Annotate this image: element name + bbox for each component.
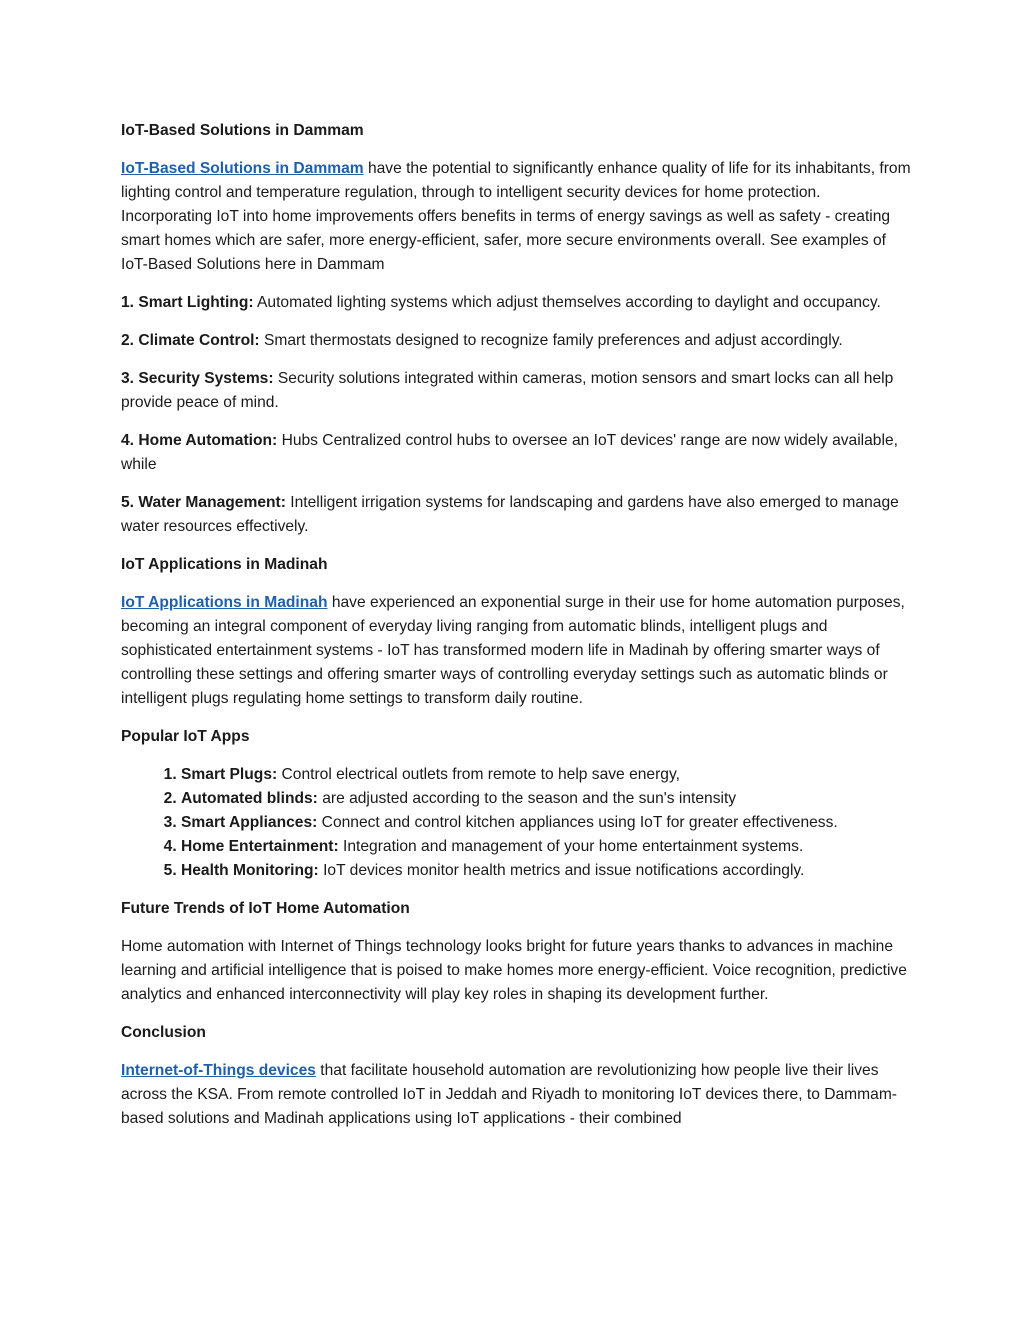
dammam-intro-text: have the potential to significantly enhance quality of life for its inhabitants, from lighting control and temperature regulation, through to intelligent security devices for home protection. Incorporating IoT into home improvements offers benefits in terms of energy savings as well as safety - creating smart homes which are safer, more energy-efficient, safer, more secure environments overall. See examples of IoT-Based Solutions here in Dammam [121, 160, 911, 273]
section-heading-conclusion: Conclusion [121, 1024, 206, 1041]
app-item-lead: Automated blinds: [181, 790, 318, 807]
document-page [121, 119, 911, 1145]
popular-apps-list [121, 763, 911, 883]
section-heading-popular-apps: Popular IoT Apps [121, 728, 250, 745]
app-item-text: are adjusted according to the season and the sun's intensity [317, 790, 737, 807]
dammam-item-text: Smart thermostats designed to recognize family preferences and adjust accordingly. [259, 332, 843, 349]
dammam-item-2 [121, 329, 911, 353]
dammam-item-lead: 4. Home Automation: [121, 432, 278, 449]
future-trends-paragraph: Home automation with Internet of Things technology looks bright for future years thanks to advances in machine learning and artificial intelligence that is poised to make homes more energy-efficient. Voice recognition, predictive analytics and enhanced interconnectivity will play key roles in shaping its development further. [121, 938, 907, 1003]
app-item-text: Integration and management of your home entertainment systems. [338, 838, 804, 855]
dammam-item-text: Automated lighting systems which adjust themselves according to daylight and occupancy. [253, 294, 881, 311]
dammam-item-lead: 3. Security Systems: [121, 370, 274, 387]
list-item [181, 763, 911, 787]
madinah-intro-paragraph [121, 591, 911, 711]
app-item-lead: Health Monitoring: [181, 862, 319, 879]
dammam-item-text: Intelligent irrigation systems for landscaping and gardens have also emerged to manage water resources effectively. [121, 494, 899, 535]
dammam-item-lead: 1. Smart Lighting: [121, 294, 254, 311]
list-item [181, 835, 911, 859]
madinah-applications-link[interactable]: IoT Applications in Madinah [121, 594, 328, 611]
dammam-item-4 [121, 429, 911, 477]
dammam-item-3 [121, 367, 911, 415]
list-item [181, 859, 911, 883]
app-item-lead: Smart Appliances: [181, 814, 318, 831]
dammam-solutions-link[interactable]: IoT-Based Solutions in Dammam [121, 160, 364, 177]
app-item-lead: Smart Plugs: [181, 766, 278, 783]
dammam-item-1 [121, 291, 911, 315]
app-item-text: Connect and control kitchen appliances using IoT for greater effectiveness. [317, 814, 838, 831]
dammam-item-lead: 2. Climate Control: [121, 332, 260, 349]
conclusion-text: that facilitate household automation are revolutionizing how people live their lives across the KSA. From remote controlled IoT in Jeddah and Riyadh to monitoring IoT devices there, to Dammam-based solutions and Madinah applications using IoT applications - their combined [121, 1062, 898, 1127]
dammam-item-lead: 5. Water Management: [121, 494, 286, 511]
section-heading-madinah: IoT Applications in Madinah [121, 556, 328, 573]
app-item-text: Control electrical outlets from remote to help save energy, [277, 766, 680, 783]
app-item-text: IoT devices monitor health metrics and issue notifications accordingly. [318, 862, 805, 879]
list-item [181, 811, 911, 835]
dammam-item-text: Hubs Centralized control hubs to oversee an IoT devices' range are now widely available, while [121, 432, 898, 473]
dammam-item-5 [121, 491, 911, 539]
iot-devices-link[interactable]: Internet-of-Things devices [121, 1062, 316, 1079]
app-item-lead: Home Entertainment: [181, 838, 339, 855]
dammam-intro-paragraph [121, 157, 911, 277]
dammam-item-text: Security solutions integrated within cameras, motion sensors and smart locks can all help provide peace of mind. [121, 370, 894, 411]
list-item [181, 787, 911, 811]
section-heading-dammam: IoT-Based Solutions in Dammam [121, 122, 364, 139]
conclusion-paragraph [121, 1059, 911, 1131]
madinah-intro-text: have experienced an exponential surge in their use for home automation purposes, becoming an integral component of everyday living ranging from automatic blinds, intelligent plugs and sophisticated entertainment systems - IoT has transformed modern life in Madinah by offering smarter ways of controlling these settings and offering smarter ways of controlling everyday settings such as automatic blinds or intelligent plugs regulating home settings to transform daily routine. [121, 594, 905, 707]
section-heading-future-trends: Future Trends of IoT Home Automation [121, 900, 410, 917]
